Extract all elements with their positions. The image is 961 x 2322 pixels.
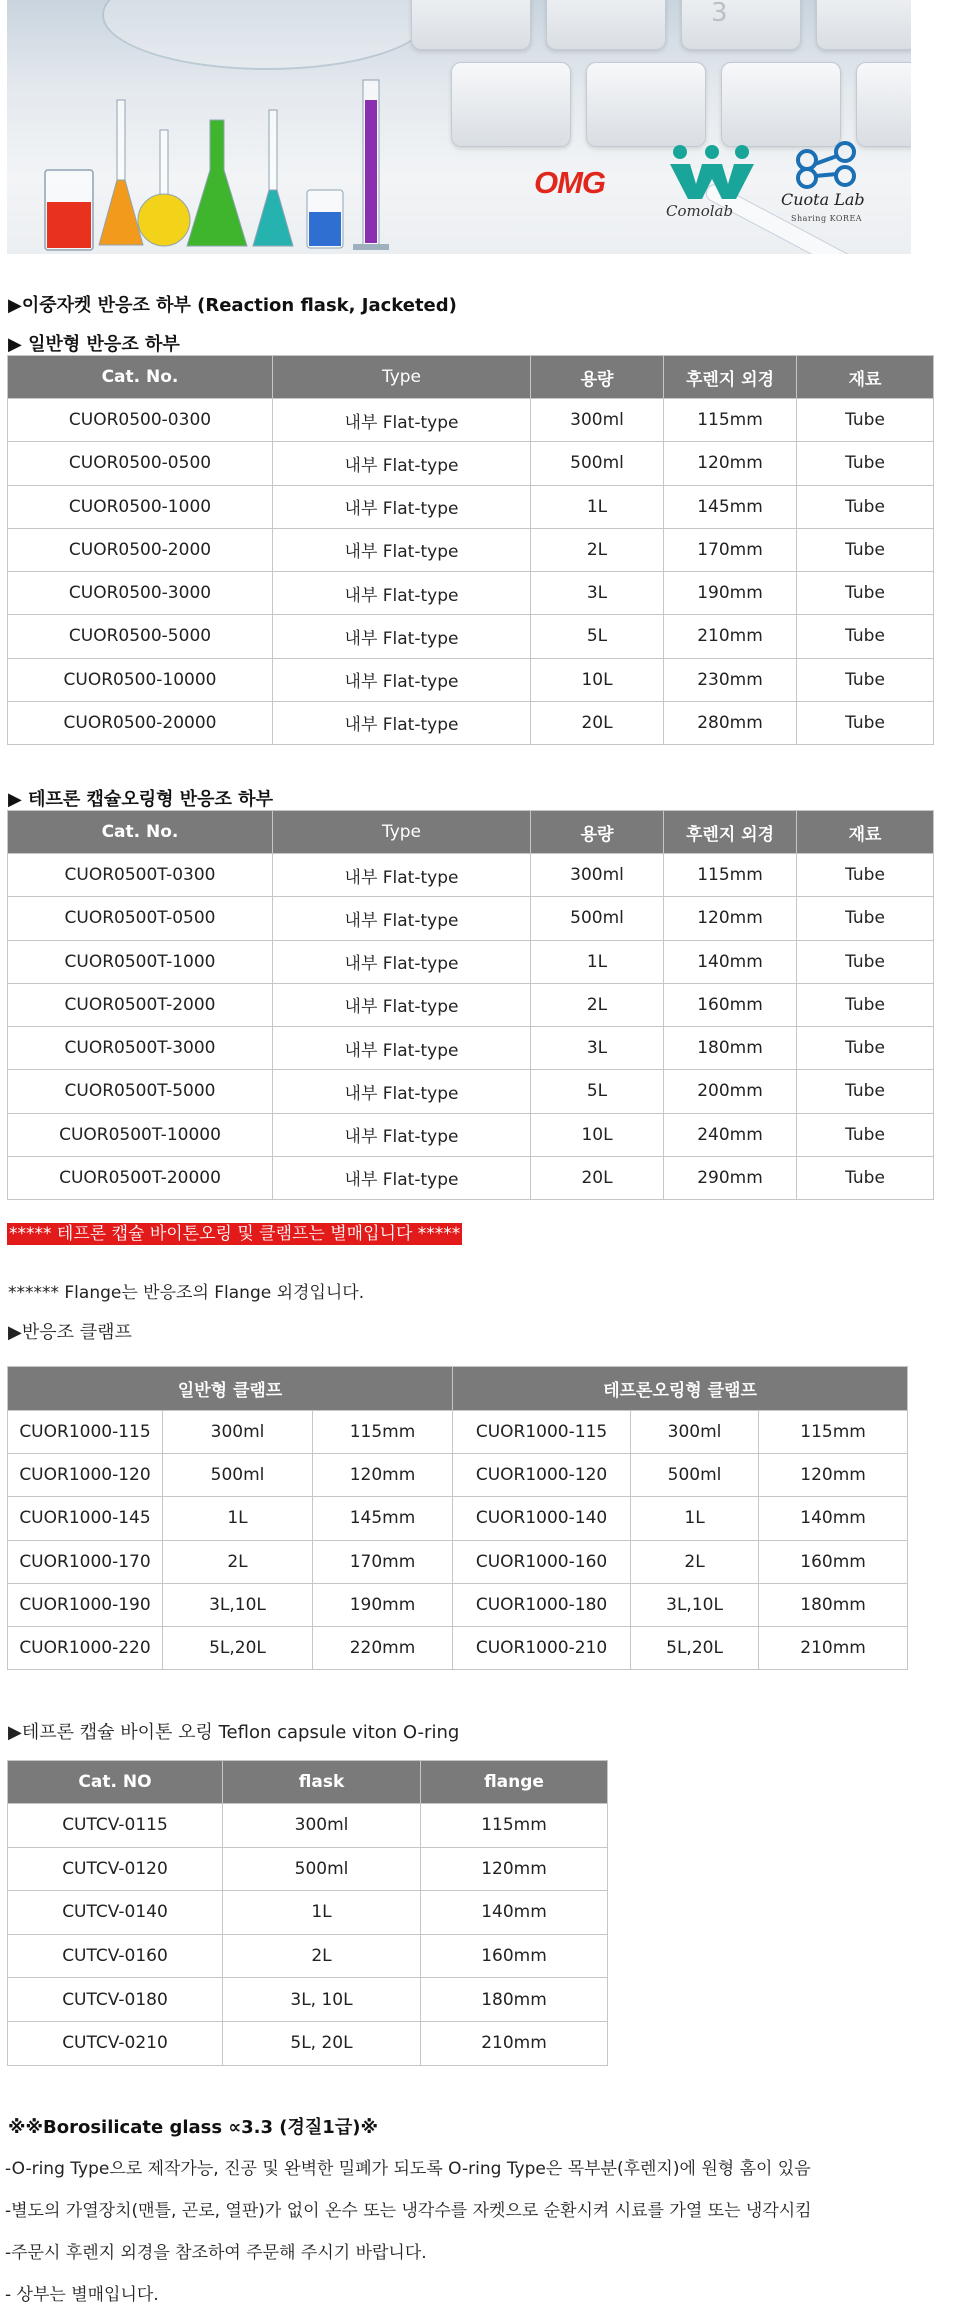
cat-no-cell: CUTCV-0115 [8,1804,223,1848]
material-cell: Tube [797,572,934,615]
cat-no-cell: CUOR0500-20000 [8,701,273,744]
comolab-logo-text: Comolab [666,202,734,220]
table-row [8,1583,908,1626]
capacity-cell: 20L [531,1156,664,1199]
type-cell: 내부 Flat-type [273,983,531,1026]
cat-no-cell: CUTCV-0180 [8,1978,223,2022]
flange-od-cell: 210mm [664,615,797,658]
beaker-red-icon [45,170,93,250]
type-cell: 내부 Flat-type [273,399,531,442]
flange-od-cell: 190mm [664,572,797,615]
table-row [8,1978,608,2022]
table-row [8,1626,908,1669]
glassware-illustration [7,70,407,254]
feature-line: -별도의 가열장치(맨틀, 곤로, 열판)가 없이 온수 또는 냉각수를 자켓으로 순환시켜 시료를 가열 또는 냉각시킴 [5,2201,812,2221]
cat-no-cell: CUOR1000-140 [453,1497,631,1540]
cat-no-cell: CUTCV-0160 [8,1934,223,1978]
material-cell: Tube [797,1027,934,1070]
cat-no-cell: CUTCV-0210 [8,2021,223,2065]
capacity-cell: 300ml [531,854,664,897]
flange-od-cell: 115mm [664,399,797,442]
cat-no-cell: CUOR0500T-3000 [8,1027,273,1070]
cat-no-cell: CUOR1000-220 [8,1626,163,1669]
section-title-jacketed: ▶이중자켓 반응조 하부 (Reaction flask, Jacketed) [8,295,457,316]
cat-no-cell: CUOR0500-10000 [8,658,273,701]
section-subtitle-standard: ▶ 일반형 반응조 하부 [8,334,180,355]
type-cell: 내부 Flat-type [273,442,531,485]
cuotalab-logo-text: Cuota Lab [781,190,865,209]
capacity-cell: 10L [531,1113,664,1156]
flange-cell: 210mm [759,1626,908,1669]
col-header: Type [273,356,531,399]
flange-cell: 115mm [313,1411,453,1454]
flange-od-cell: 230mm [664,658,797,701]
type-cell: 내부 Flat-type [273,485,531,528]
type-cell: 내부 Flat-type [273,572,531,615]
flange-od-cell: 145mm [664,485,797,528]
capacity-cell: 1L [163,1497,313,1540]
flange-cell: 170mm [313,1540,453,1583]
flange-note: ****** Flange는 반응조의 Flange 외경입니다. [8,1283,365,1303]
flange-od-cell: 240mm [664,1113,797,1156]
capacity-cell: 500ml [531,897,664,940]
table-row [8,1804,608,1848]
material-cell: Tube [797,940,934,983]
flask-cell: 3L, 10L [223,1978,421,2022]
material-cell: Tube [797,1113,934,1156]
capacity-cell: 5L [531,1070,664,1113]
clamp-table [7,1366,908,1670]
cat-no-cell: CUOR1000-115 [453,1411,631,1454]
flange-cell: 180mm [421,1978,608,2022]
section-subtitle-teflon: ▶ 테프론 캡슐오링형 반응조 하부 [8,789,273,810]
table-row [8,983,934,1026]
type-cell: 내부 Flat-type [273,658,531,701]
flask-teal-icon [253,110,293,246]
material-cell: Tube [797,854,934,897]
material-cell: Tube [797,442,934,485]
table-header-row [8,811,934,854]
flange-cell: 120mm [313,1454,453,1497]
flange-cell: 120mm [421,1847,608,1891]
flange-cell: 140mm [421,1891,608,1935]
cat-no-cell: CUOR1000-115 [8,1411,163,1454]
flange-od-cell: 120mm [664,442,797,485]
table-row [8,701,934,744]
capacity-cell: 500ml [531,442,664,485]
feature-line: -주문시 후렌지 외경을 참조하여 주문해 주시기 바랍니다. [5,2243,427,2263]
table-row [8,442,934,485]
cat-no-cell: CUOR0500T-0500 [8,897,273,940]
round-flask-yellow-icon [138,130,190,246]
table-row [8,1891,608,1935]
type-cell: 내부 Flat-type [273,940,531,983]
capacity-cell: 500ml [163,1454,313,1497]
capacity-cell: 2L [631,1540,759,1583]
material-cell: Tube [797,983,934,1026]
flange-od-cell: 200mm [664,1070,797,1113]
material-cell: Tube [797,485,934,528]
table-row [8,528,934,571]
type-cell: 내부 Flat-type [273,897,531,940]
table-row [8,940,934,983]
flange-od-cell: 290mm [664,1156,797,1199]
flange-cell: 140mm [759,1497,908,1540]
capacity-cell: 2L [163,1540,313,1583]
capacity-cell: 2L [531,528,664,571]
beaker-blue-icon [307,190,343,248]
section-subtitle-oring: ▶테프론 캡슐 바이톤 오링 Teflon capsule viton O-ring [8,1722,460,1743]
table-row [8,1411,908,1454]
col-header: 용량 [531,356,664,399]
flange-cell: 115mm [421,1804,608,1848]
col-header: 재료 [797,811,934,854]
col-header: 후렌지 외경 [664,811,797,854]
table-row [8,1156,934,1199]
flange-cell: 210mm [421,2021,608,2065]
table-header-row [8,356,934,399]
flask-cell: 500ml [223,1847,421,1891]
table-row [8,572,934,615]
table-row [8,1454,908,1497]
col-header: Type [273,811,531,854]
table-row [8,615,934,658]
comolab-logo-icon [662,144,762,234]
flange-od-cell: 160mm [664,983,797,1026]
material-cell: Tube [797,658,934,701]
type-cell: 내부 Flat-type [273,1070,531,1113]
cuotalab-logo-subtext: Sharing KOREA [791,214,863,223]
standard-reactor-table [7,355,934,745]
cat-no-cell: CUOR0500T-10000 [8,1113,273,1156]
type-cell: 내부 Flat-type [273,1027,531,1070]
cat-no-cell: CUOR0500T-0300 [8,854,273,897]
cat-no-cell: CUOR0500T-20000 [8,1156,273,1199]
col-header: 재료 [797,356,934,399]
flange-od-cell: 120mm [664,897,797,940]
capacity-cell: 3L,10L [631,1583,759,1626]
material-cell: Tube [797,528,934,571]
material-cell: Tube [797,1156,934,1199]
col-header: flange [421,1761,608,1804]
separate-sale-notice: ***** 테프론 캡슐 바이톤오링 및 클램프는 별매입니다 ***** [9,1224,461,1244]
col-header: Cat. NO [8,1761,223,1804]
type-cell: 내부 Flat-type [273,1113,531,1156]
capacity-cell: 500ml [631,1454,759,1497]
material-cell: Tube [797,701,934,744]
capacity-cell: 3L [531,1027,664,1070]
petri-dish-graphic [102,0,432,70]
table-row [8,485,934,528]
capacity-cell: 1L [531,485,664,528]
material-cell: Tube [797,399,934,442]
capacity-cell: 5L,20L [631,1626,759,1669]
flask-cell: 300ml [223,1804,421,1848]
cat-no-cell: CUOR1000-180 [453,1583,631,1626]
cat-no-cell: CUOR0500T-5000 [8,1070,273,1113]
material-cell: Tube [797,615,934,658]
table-row [8,1934,608,1978]
feature-line: -O-ring Type으로 제작가능, 진공 및 완벽한 밀폐가 되도록 O-ring Type은 목부분(후렌지)에 원형 홈이 있음 [5,2159,811,2179]
flask-cell: 2L [223,1934,421,1978]
cat-no-cell: CUOR1000-190 [8,1583,163,1626]
cat-no-cell: CUOR0500-5000 [8,615,273,658]
flange-cell: 180mm [759,1583,908,1626]
capacity-cell: 300ml [163,1411,313,1454]
cat-no-cell: CUOR1000-145 [8,1497,163,1540]
table-row [8,854,934,897]
cat-no-cell: CUTCV-0140 [8,1891,223,1935]
table-row [8,399,934,442]
flange-od-cell: 170mm [664,528,797,571]
material-spec: ※※Borosilicate glass ∝3.3 (경질1급)※ [8,2117,378,2138]
material-cell: Tube [797,1070,934,1113]
flange-od-cell: 140mm [664,940,797,983]
oring-table [7,1760,608,2066]
table-row [8,1070,934,1113]
capacity-cell: 5L,20L [163,1626,313,1669]
col-header: 후렌지 외경 [664,356,797,399]
type-cell: 내부 Flat-type [273,701,531,744]
flange-cell: 160mm [759,1540,908,1583]
col-header-standard-clamp: 일반형 클램프 [8,1367,453,1411]
flange-cell: 115mm [759,1411,908,1454]
type-cell: 내부 Flat-type [273,528,531,571]
cat-no-cell: CUOR0500-1000 [8,485,273,528]
cuotalab-logo-icon [777,138,897,238]
col-header: Cat. No. [8,356,273,399]
cat-no-cell: CUOR1000-160 [453,1540,631,1583]
flange-cell: 120mm [759,1454,908,1497]
table-row [8,2021,608,2065]
cat-no-cell: CUOR0500-2000 [8,528,273,571]
flange-cell: 160mm [421,1934,608,1978]
teflon-reactor-table [7,810,934,1200]
capacity-cell: 3L,10L [163,1583,313,1626]
cylinder-purple-icon [353,80,389,250]
flask-cell: 5L, 20L [223,2021,421,2065]
flange-od-cell: 280mm [664,701,797,744]
flange-od-cell: 180mm [664,1027,797,1070]
cat-no-cell: CUOR0500-0500 [8,442,273,485]
capacity-cell: 1L [631,1497,759,1540]
type-cell: 내부 Flat-type [273,615,531,658]
flange-cell: 220mm [313,1626,453,1669]
cat-no-cell: CUOR1000-210 [453,1626,631,1669]
col-header: flask [223,1761,421,1804]
cat-no-cell: CUOR0500T-2000 [8,983,273,1026]
capacity-cell: 300ml [531,399,664,442]
capacity-cell: 1L [531,940,664,983]
section-subtitle-clamp: ▶반응조 클램프 [8,1322,132,1343]
table-row [8,1027,934,1070]
capacity-cell: 300ml [631,1411,759,1454]
erlenmeyer-green-icon [187,120,247,246]
table-header-row [8,1367,908,1411]
table-row [8,897,934,940]
cat-no-cell: CUOR0500-3000 [8,572,273,615]
table-row [8,1113,934,1156]
feature-line: - 상부는 별매입니다. [5,2285,159,2305]
flange-od-cell: 115mm [664,854,797,897]
table-row [8,1540,908,1583]
flange-cell: 145mm [313,1497,453,1540]
flask-orange-icon [99,100,143,245]
table-row [8,658,934,701]
type-cell: 내부 Flat-type [273,854,531,897]
capacity-cell: 5L [531,615,664,658]
capacity-cell: 10L [531,658,664,701]
capacity-cell: 2L [531,983,664,1026]
table-row [8,1497,908,1540]
cat-no-cell: CUTCV-0120 [8,1847,223,1891]
key-label: 3 [711,0,728,28]
cat-no-cell: CUOR0500-0300 [8,399,273,442]
omg-logo: OMG [534,165,606,200]
capacity-cell: 20L [531,701,664,744]
flask-cell: 1L [223,1891,421,1935]
cat-no-cell: CUOR1000-120 [8,1454,163,1497]
product-banner [7,0,911,254]
type-cell: 내부 Flat-type [273,1156,531,1199]
cat-no-cell: CUOR1000-170 [8,1540,163,1583]
cat-no-cell: CUOR0500T-1000 [8,940,273,983]
col-header: Cat. No. [8,811,273,854]
flange-cell: 190mm [313,1583,453,1626]
capacity-cell: 3L [531,572,664,615]
col-header: 용량 [531,811,664,854]
cat-no-cell: CUOR1000-120 [453,1454,631,1497]
table-row [8,1847,608,1891]
material-cell: Tube [797,897,934,940]
col-header-teflon-clamp: 테프론오링형 클램프 [453,1367,908,1411]
table-header-row [8,1761,608,1804]
